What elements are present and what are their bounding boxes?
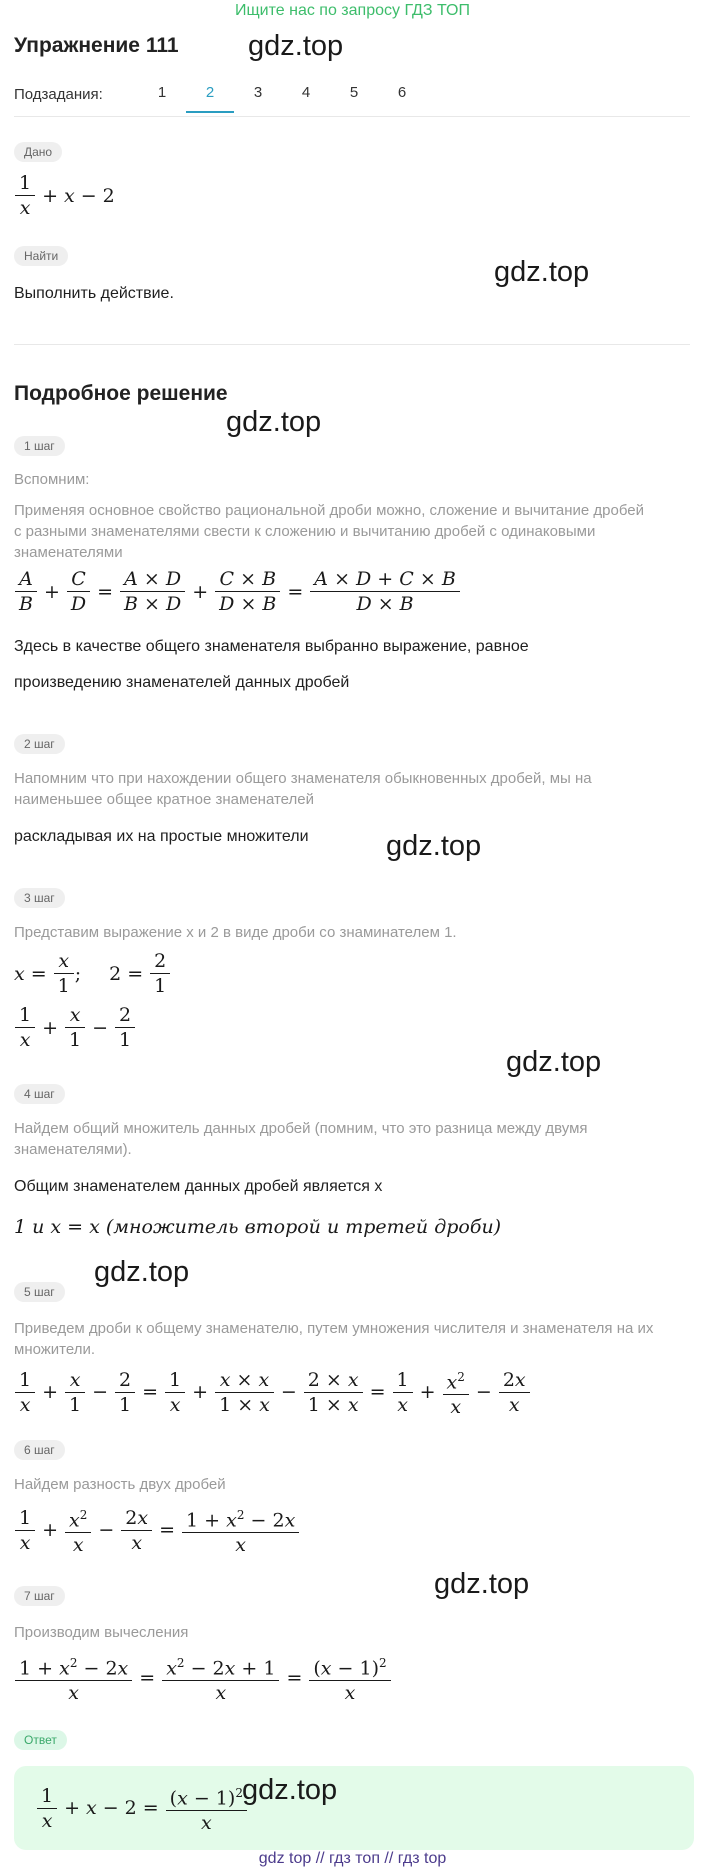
step-muted: Производим вычесления	[14, 1624, 189, 1641]
step-formula: $\frac{1}{x}$ + $\frac{x^2}{x}$ − $\frac{2x}{x}$ = $\frac{1 + x^2 - 2x}{x}$	[14, 1504, 300, 1556]
find-text: Выполнить действие.	[14, 285, 174, 302]
tab-1[interactable]: 1	[157, 84, 167, 101]
step-text: Общим знаменателем данных дробей является x	[14, 1178, 383, 1195]
tab-4[interactable]: 4	[301, 84, 311, 101]
tab-6[interactable]: 6	[397, 84, 407, 101]
step-chip: 4 шаг	[14, 1084, 65, 1104]
divider	[14, 116, 690, 117]
watermark: gdz.top	[386, 830, 482, 862]
step-chip: 7 шаг	[14, 1586, 65, 1606]
step-formula: 1 и x = x (множитель второй и третей дроби)	[14, 1216, 502, 1238]
watermark: gdz.top	[494, 256, 590, 288]
watermark: gdz.top	[94, 1256, 190, 1288]
answer-formula: $\frac{1}{x}$ + x − 2 = $\frac{(x - 1)^2}{x}$	[36, 1782, 248, 1834]
answer-chip: Ответ	[14, 1730, 67, 1750]
subtasks-label: Подзадания:	[14, 86, 103, 103]
subtask-tabs	[138, 84, 426, 113]
step-muted: Представим выражение x и 2 в виде дроби со знаминателем 1.	[14, 924, 457, 941]
step-text: Здесь в качестве общего знаменателя выбранно выражение, равное	[14, 638, 529, 655]
step-formula: x = $\frac{x}{1}$ ; 2 = $\frac{2}{1}$	[14, 950, 171, 997]
tab-2[interactable]: 2	[186, 84, 234, 113]
page-title: Упражнение 111	[14, 34, 179, 57]
promo-banner[interactable]: Ищите нас по запросу ГДЗ ТОП	[235, 2, 470, 19]
step-formula: $\frac{1}{x}$ + $\frac{x}{1}$ − $\frac{2}{1}$	[14, 1004, 136, 1051]
step-chip: 2 шаг	[14, 734, 65, 754]
find-chip: Найти	[14, 246, 68, 266]
footer-links[interactable]: gdz top // гдз топ // гдз top	[258, 1850, 447, 1867]
given-formula: $\frac{1}{x}$ + x − 2	[14, 172, 115, 219]
step-muted: Найдем общий множитель данных дробей (помним, что это разница между двумя знаменателями).	[14, 1120, 588, 1158]
watermark: gdz.top	[248, 30, 344, 62]
step-chip: 3 шаг	[14, 888, 65, 908]
step-chip: 1 шаг	[14, 436, 65, 456]
step-formula: $\frac{1}{x}$ + $\frac{x}{1}$ − $\frac{2}{1}$ = $\frac{1}{x}$ + $\frac{x \times x}{1 \times x}$ − $\frac{2 \times x}{1 \times x}$ = $\frac{1}{x}$ + $\frac{x^2}{x}$ − $\frac{2x}{x}$	[14, 1366, 531, 1418]
watermark: gdz.top	[226, 406, 322, 438]
step-chip: 5 шаг	[14, 1282, 65, 1302]
divider	[14, 344, 690, 345]
step-chip: 6 шаг	[14, 1440, 65, 1460]
step-formula: $\frac{1 + x^2 - 2x}{x}$ = $\frac{x^2 - 2x + 1}{x}$ = $\frac{(x - 1)^2}{x}$	[14, 1652, 392, 1704]
step-muted: Приведем дроби к общему знаменателю, путем умножения числителя и знаменателя на их множители.	[14, 1320, 654, 1358]
tab-3[interactable]: 3	[253, 84, 263, 101]
watermark: gdz.top	[434, 1568, 530, 1600]
step-text: раскладывая их на простые множители	[14, 828, 309, 845]
step-muted: Применяя основное свойство рациональной дроби можно, сложение и вычитание дробей с разными знаменателями свести к сложению и вычитанию дробей с одинаковыми знаменателями	[14, 502, 644, 561]
watermark: gdz.top	[242, 1774, 338, 1806]
tab-5[interactable]: 5	[349, 84, 359, 101]
step-muted: Напомним что при нахождении общего знаменателя обыкновенных дробей, мы на наименьшее общее кратное знаменателей	[14, 770, 592, 808]
solution-title: Подробное решение	[14, 382, 228, 405]
step-text: произведению знаменателей данных дробей	[14, 674, 350, 691]
step-muted: Вспомним:	[14, 471, 90, 488]
step-formula: $\frac{A}{B}$ + $\frac{C}{D}$ = $\frac{A \times D}{B \times D}$ + $\frac{C \times B}{D \times B}$ = $\frac{A \times D + C \times B}{D \times B}$	[14, 568, 461, 615]
step-muted: Найдем разность двух дробей	[14, 1476, 226, 1493]
given-chip: Дано	[14, 142, 62, 162]
watermark: gdz.top	[506, 1046, 602, 1078]
